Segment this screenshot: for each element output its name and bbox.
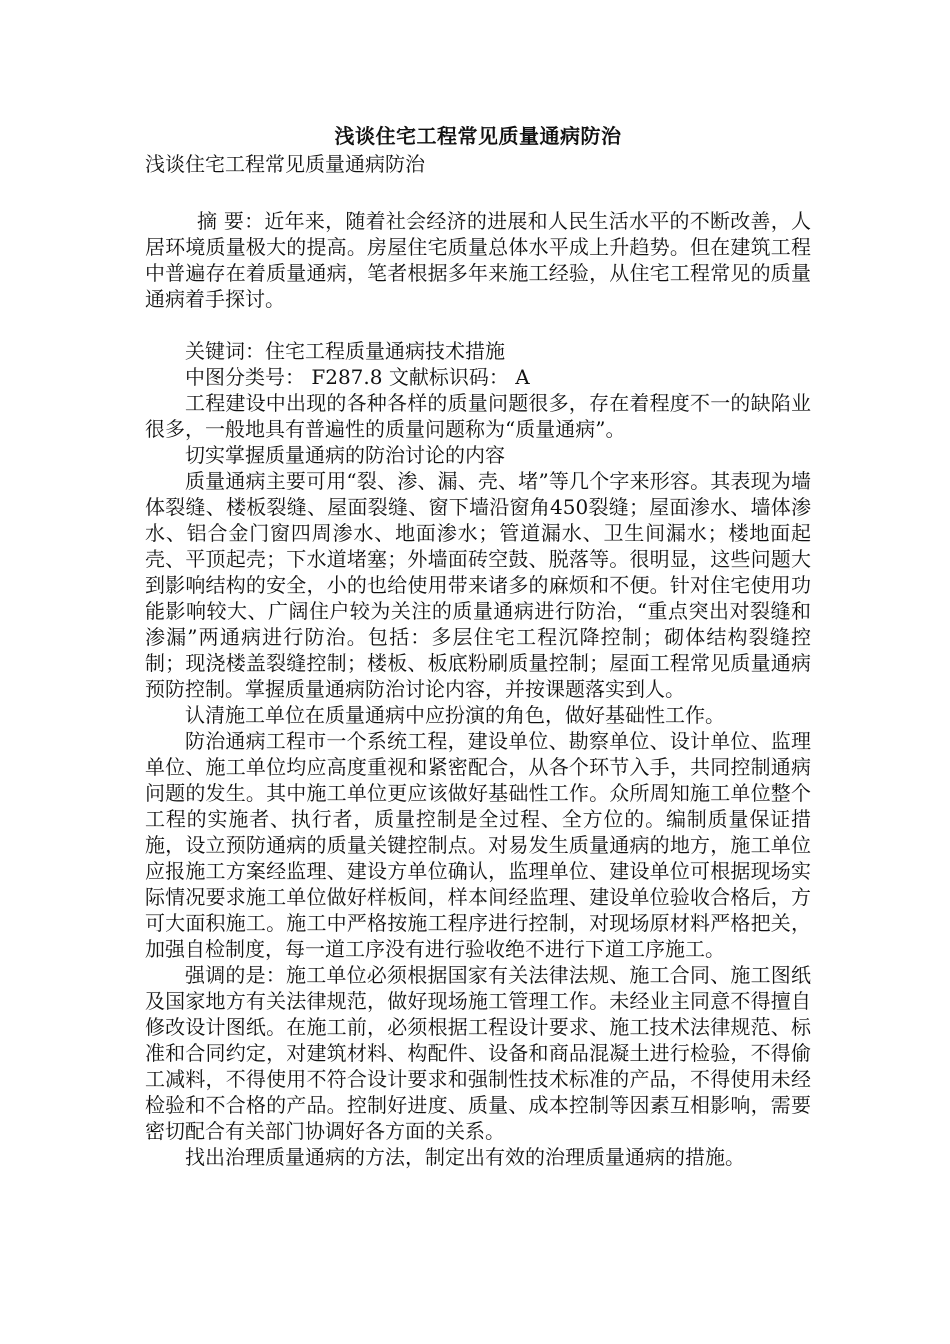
blank-line — [145, 178, 811, 208]
document-title: 浅谈住宅工程常见质量通病防治 — [334, 124, 622, 148]
keywords-line: 关键词：住宅工程质量通病技术措施 — [185, 339, 505, 363]
body-paragraph: 防治通病工程市一个系统工程，建设单位、勘察单位、设计单位、监理单位、施工单位均应高度重视和紧密配合，从各个环节入手，共同控制通病问题的发生。其中施工单位更应该做好基础性工作。众所周知施工单位整个工程的实施者、执行者，质量控制是全过程、全方位的。编制质量保证措施，设立预防通病的质量关键控制点。对易发生质量通病的地方，施工单位应报施工方案经监理、建设方单位确认，监理单位、建设单位可根据现场实际情况要求施工单位做好样板间，样本间经监理、建设单位验收合格后，方可大面积施工。施工中严格按施工程序进行控制，对现场原材料严格把关，加强自检制度，每一道工序没有进行验收绝不进行下道工序施工。 — [145, 729, 811, 961]
document-subtitle: 浅谈住宅工程常见质量通病防治 — [145, 152, 425, 176]
body-paragraph: 质量通病主要可用“裂、渗、漏、壳、堵”等几个字来形容。其表现为墙体裂缝、楼板裂缝、屋面裂缝、窗下墙沿窗角450裂缝；屋面渗水、墙体渗水、铝合金门窗四周渗水、地面渗水；管道漏水、卫生间漏水；楼地面起壳、平顶起壳；下水道堵塞；外墙面砖空鼓、脱落等。很明显，这些问题大到影响结构的安全，小的也给使用带来诸多的麻烦和不便。针对住宅使用功能影响较大、广阔住户较为关注的质量通病进行防治，“重点突出对裂缝和渗漏”两通病进行防治。包括：多层住宅工程沉降控制；砌体结构裂缝控制；现浇楼盖裂缝控制；楼板、板底粉刷质量控制；屋面工程常见质量通病预防控制。掌握质量通病防治讨论内容，并按课题落实到人。 — [145, 469, 811, 701]
section-heading: 找出治理质量通病的方法，制定出有效的治理质量通病的措施。 — [185, 1145, 745, 1169]
abstract-paragraph: 摘 要：近年来，随着社会经济的进展和人民生活水平的不断改善，人居环境质量极大的提高。房屋住宅质量总体水平成上升趋势。但在建筑工程中普遍存在着质量通病，笔者根据多年来施工经验，从住宅工程常见的质量通病着手探讨。 — [145, 209, 811, 311]
document-page — [145, 122, 811, 1170]
section-heading: 切实掌握质量通病的防治讨论的内容 — [185, 443, 505, 467]
section-heading: 认清施工单位在质量通病中应扮演的角色，做好基础性工作。 — [185, 703, 725, 727]
classification-line: 中图分类号： F287.8 文献标识码： A — [185, 365, 530, 389]
body-paragraph: 工程建设中出现的各种各样的质量问题很多，存在着程度不一的缺陷业很多，一般地具有普遍性的质量问题称为“质量通病”。 — [145, 391, 811, 441]
body-paragraph: 强调的是：施工单位必须根据国家有关法律法规、施工合同、施工图纸及国家地方有关法律规范，做好现场施工管理工作。未经业主同意不得擅自修改设计图纸。在施工前，必须根据工程设计要求、施工技术法律规范、标准和合同约定，对建筑材料、构配件、设备和商品混凝土进行检验，不得偷工减料，不得使用不符合设计要求和强制性技术标准的产品，不得使用未经检验和不合格的产品。控制好进度、质量、成本控制等因素互相影响，需要密切配合有关部门协调好各方面的关系。 — [145, 963, 811, 1143]
